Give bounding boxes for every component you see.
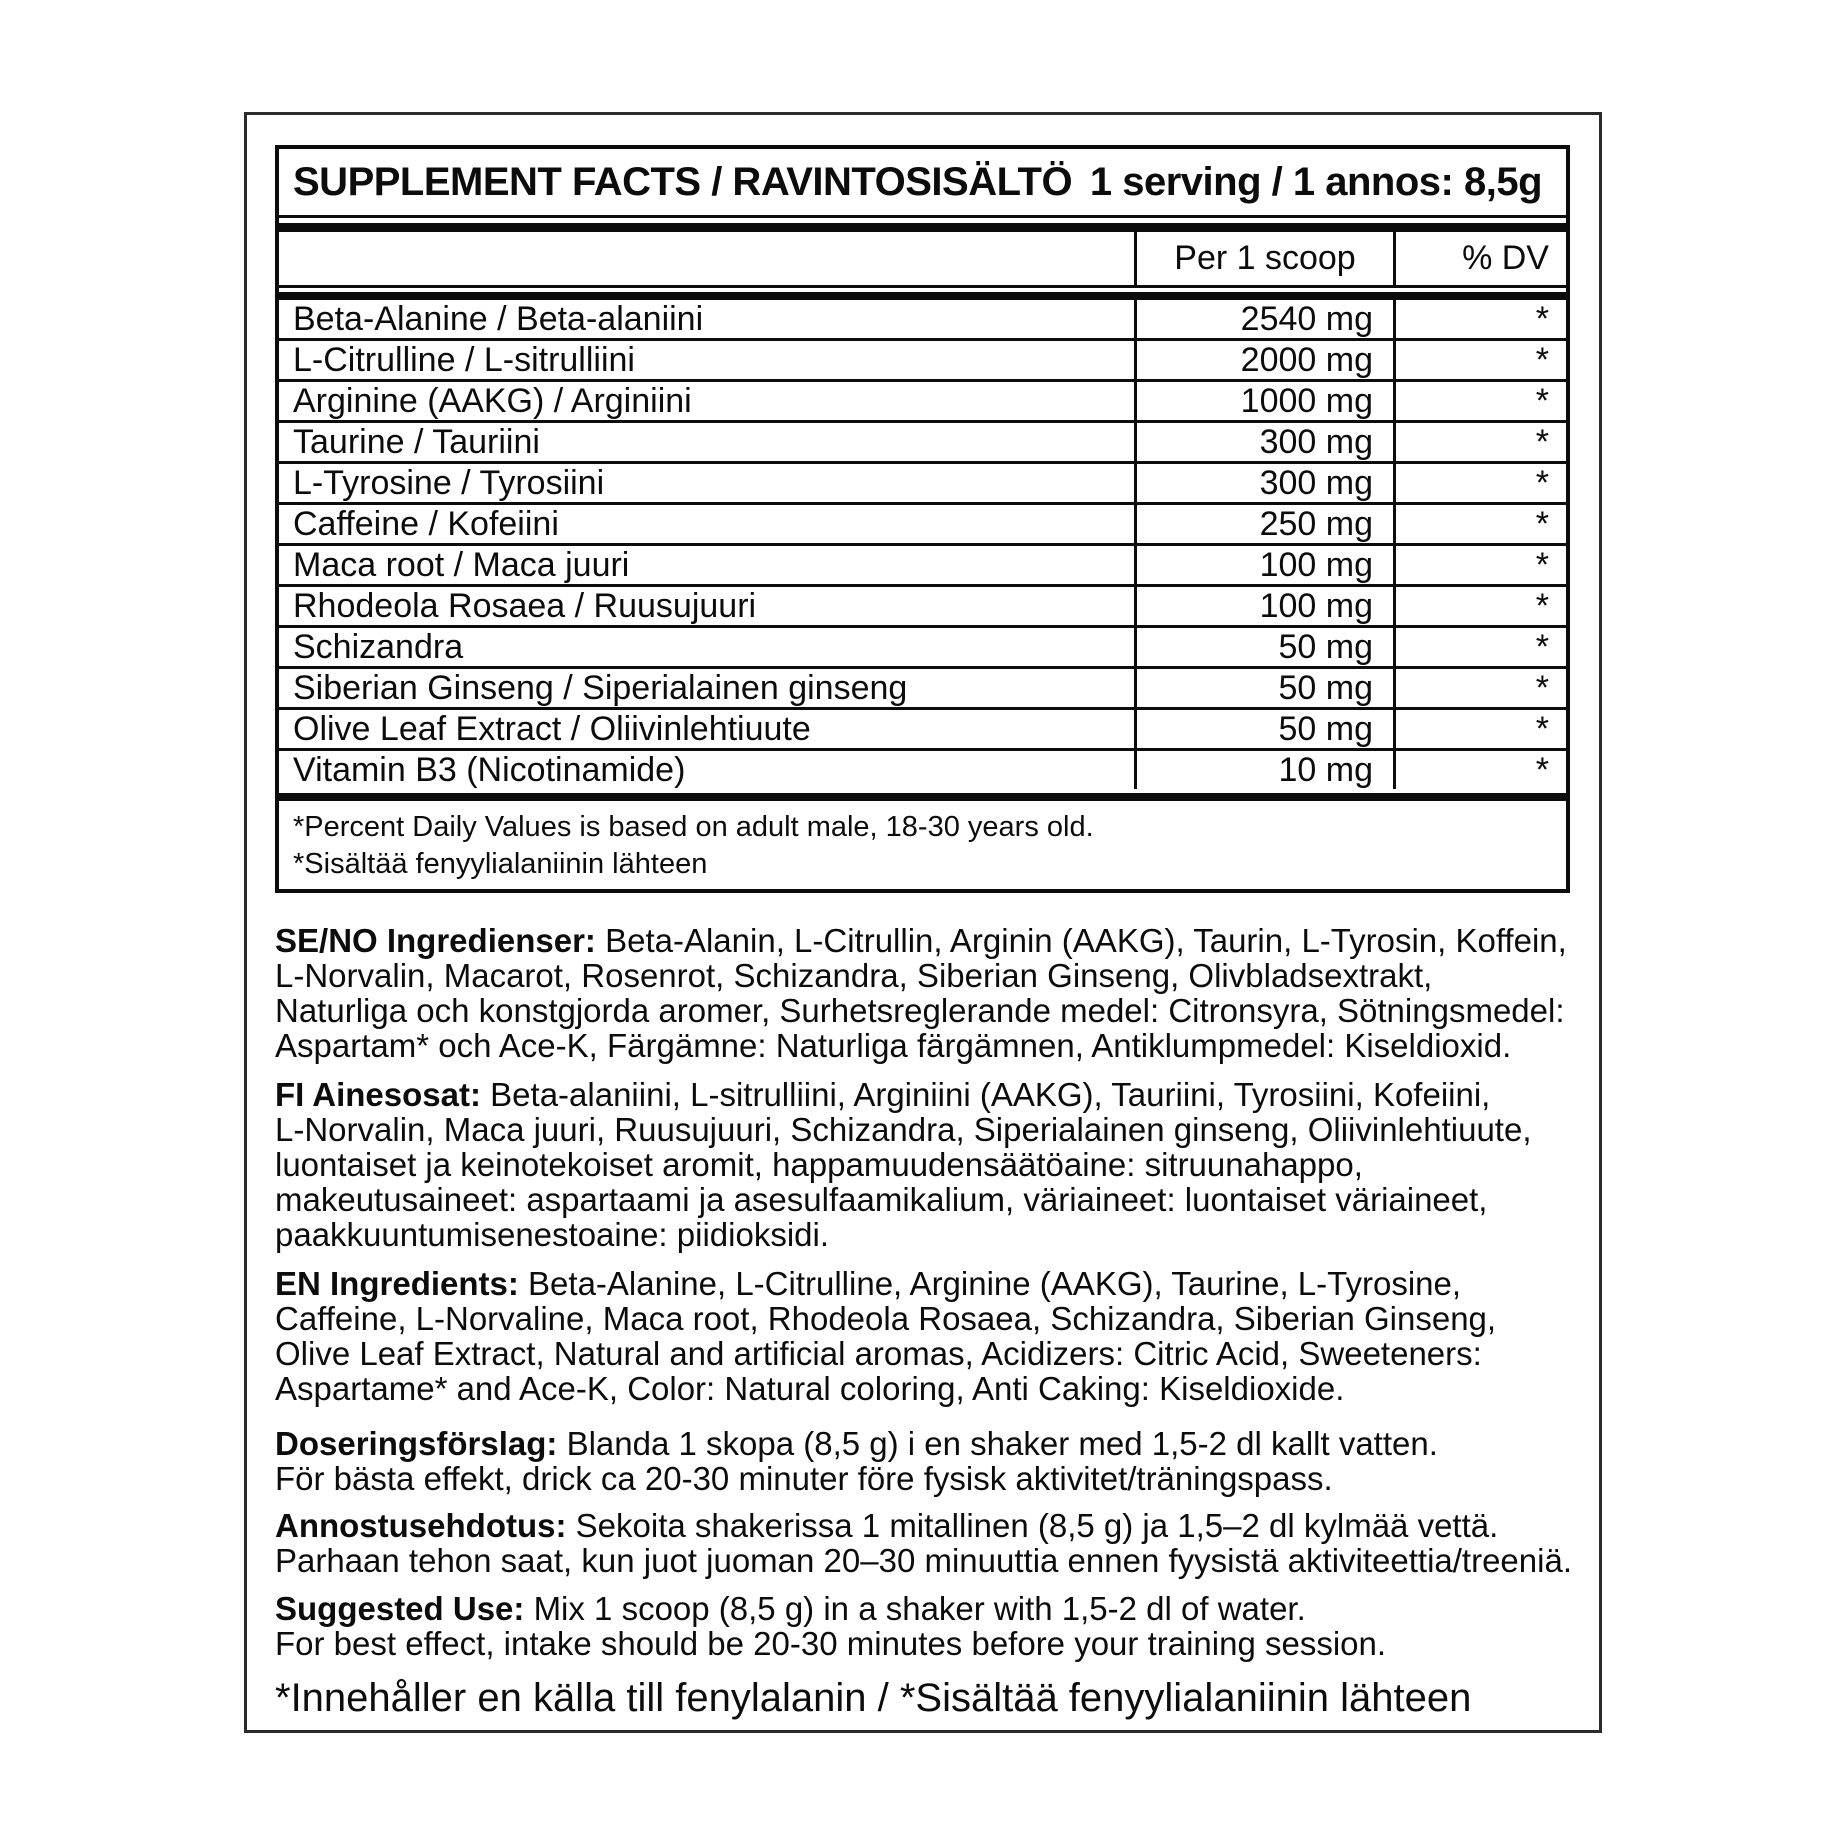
paragraph-line: Mix 1 scoop (8,5 g) in a shaker with 1,5-2 dl of water. bbox=[533, 1590, 1306, 1627]
paragraph-line: makeutusaineet: aspartaami ja asesulfaamikalium, väriaineet: luontaiset väriaineet, bbox=[275, 1181, 1488, 1218]
ingredient-name: Beta-Alanine / Beta-alaniini bbox=[293, 300, 704, 338]
dv-asterisk: * bbox=[1535, 382, 1549, 420]
thick-divider bbox=[279, 223, 1566, 232]
paragraph-line: Beta-Alanine, L-Citrulline, Arginine (AAKG), Taurine, L-Tyrosine, bbox=[528, 1265, 1462, 1302]
ingredient-row bbox=[279, 628, 1566, 669]
label-border-box bbox=[244, 112, 1602, 1733]
ingredient-amount: 1000 mg bbox=[1134, 382, 1393, 420]
ingredient-row bbox=[279, 505, 1566, 546]
dv-asterisk: * bbox=[1535, 710, 1549, 748]
ingredient-amount: 100 mg bbox=[1134, 587, 1393, 625]
ingredient-dv bbox=[1393, 710, 1566, 748]
ingredient-amount: 250 mg bbox=[1134, 505, 1393, 543]
ingredient-row bbox=[279, 669, 1566, 710]
facts-title: SUPPLEMENT FACTS / RAVINTOSISÄLTÖ bbox=[293, 159, 1073, 204]
ingredient-dv bbox=[1393, 423, 1566, 461]
ingredient-name: Arginine (AAKG) / Arginiini bbox=[293, 382, 692, 420]
ingredient-name: Taurine / Tauriini bbox=[293, 423, 540, 461]
ingredients-paragraph-en bbox=[275, 1266, 1599, 1406]
facts-header-row bbox=[279, 149, 1566, 218]
ingredient-name: Olive Leaf Extract / Oliivinlehtiuute bbox=[293, 710, 811, 748]
dosage-paragraph-se bbox=[275, 1426, 1599, 1496]
dv-asterisk: * bbox=[1535, 546, 1549, 584]
ingredient-row bbox=[279, 546, 1566, 587]
paragraph-line: Caffeine, L-Norvaline, Maca root, Rhodeola Rosaea, Schizandra, Siberian Ginseng, bbox=[275, 1300, 1497, 1337]
phenylalanine-note: *Innehåller en källa till fenylalanin / *Sisältää fenyylialaniinin lähteen bbox=[275, 1676, 1472, 1720]
dv-asterisk: * bbox=[1535, 628, 1549, 666]
paragraph-line: Beta-alaniini, L-sitrulliini, Arginiini (AAKG), Tauriini, Tyrosiini, Kofeiini, bbox=[490, 1076, 1491, 1113]
ingredient-dv bbox=[1393, 464, 1566, 502]
ingredient-amount: 100 mg bbox=[1134, 546, 1393, 584]
ingredient-dv bbox=[1393, 505, 1566, 543]
ingredient-amount: 10 mg bbox=[1134, 751, 1393, 789]
thick-divider bbox=[279, 793, 1566, 801]
ingredient-amount: 300 mg bbox=[1134, 464, 1393, 502]
paragraph-line: L-Norvalin, Maca juuri, Ruusujuuri, Schizandra, Siperialainen ginseng, Oliivinlehtiuute, bbox=[275, 1111, 1532, 1148]
paragraph-label: SE/NO Ingredienser: bbox=[275, 922, 596, 959]
paragraph-line: L-Norvalin, Macarot, Rosenrot, Schizandra, Siberian Ginseng, Olivbladsextrakt, bbox=[275, 957, 1433, 994]
ingredient-row bbox=[279, 382, 1566, 423]
ingredient-amount: 50 mg bbox=[1134, 710, 1393, 748]
paragraph-label: EN Ingredients: bbox=[275, 1265, 519, 1302]
paragraph-line: Sekoita shakerissa 1 mitallinen (8,5 g) ja 1,5–2 dl kylmää vettä. bbox=[575, 1507, 1499, 1544]
ingredient-dv bbox=[1393, 751, 1566, 789]
paragraph-line: Beta-Alanin, L-Citrullin, Arginin (AAKG), Taurin, L-Tyrosin, Koffein, bbox=[605, 922, 1567, 959]
paragraph-line: Parhaan tehon saat, kun juot juoman 20–30 minuuttia ennen fyysistä aktiviteettia/treeniä. bbox=[275, 1542, 1572, 1579]
footnote-daily-values: *Percent Daily Values is based on adult male, 18-30 years old. bbox=[293, 811, 1094, 843]
dv-asterisk: * bbox=[1535, 751, 1549, 789]
paragraph-line: Aspartame* and Ace-K, Color: Natural coloring, Anti Caking: Kiseldioxide. bbox=[275, 1370, 1345, 1407]
ingredient-name: Schizandra bbox=[293, 628, 464, 666]
column-header-empty bbox=[279, 232, 1134, 285]
ingredient-dv bbox=[1393, 300, 1566, 338]
paragraph-line: Blanda 1 skopa (8,5 g) i en shaker med 1,5-2 dl kallt vatten. bbox=[566, 1425, 1438, 1462]
ingredient-dv bbox=[1393, 669, 1566, 707]
ingredient-row bbox=[279, 464, 1566, 505]
ingredients-paragraph-se-no bbox=[275, 923, 1599, 1063]
ingredient-dv bbox=[1393, 587, 1566, 625]
dv-asterisk: * bbox=[1535, 464, 1549, 502]
paragraph-line: paakkuuntumisenestoaine: piidioksidi. bbox=[275, 1216, 830, 1253]
paragraph-line: luontaiset ja keinotekoiset aromit, happamuudensäätöaine: sitruunahappo, bbox=[275, 1146, 1363, 1183]
paragraph-label: Suggested Use: bbox=[275, 1590, 525, 1627]
ingredient-dv bbox=[1393, 382, 1566, 420]
column-header-row bbox=[279, 232, 1566, 288]
ingredient-name: Rhodeola Rosaea / Ruusujuuri bbox=[293, 587, 757, 625]
serving-size: 1 serving / 1 annos: 8,5g bbox=[1089, 159, 1542, 204]
ingredient-name: L-Citrulline / L-sitrulliini bbox=[293, 341, 635, 379]
column-header-dv: % DV bbox=[1393, 232, 1566, 285]
ingredient-name: L-Tyrosine / Tyrosiini bbox=[293, 464, 605, 502]
dv-asterisk: * bbox=[1535, 587, 1549, 625]
paragraph-line: For best effect, intake should be 20-30 minutes before your training session. bbox=[275, 1625, 1387, 1662]
dv-asterisk: * bbox=[1535, 341, 1549, 379]
label-content bbox=[275, 145, 1599, 1721]
ingredient-dv bbox=[1393, 628, 1566, 666]
paragraph-label: FI Ainesosat: bbox=[275, 1076, 481, 1113]
ingredient-name: Maca root / Maca juuri bbox=[293, 546, 630, 584]
ingredient-row bbox=[279, 751, 1566, 789]
ingredients-paragraph-fi bbox=[275, 1077, 1599, 1252]
paragraph-line: Aspartam* och Ace-K, Färgämne: Naturliga färgämnen, Antiklumpmedel: Kiseldioxid. bbox=[275, 1027, 1512, 1064]
ingredient-row bbox=[279, 710, 1566, 751]
dv-asterisk: * bbox=[1535, 669, 1549, 707]
dosage-paragraph-fi bbox=[275, 1508, 1599, 1578]
dv-asterisk: * bbox=[1535, 423, 1549, 461]
paragraph-label: Annostusehdotus: bbox=[275, 1507, 567, 1544]
ingredient-amount: 300 mg bbox=[1134, 423, 1393, 461]
ingredient-name: Siberian Ginseng / Siperialainen ginseng bbox=[293, 669, 908, 707]
ingredient-row bbox=[279, 341, 1566, 382]
ingredient-amount: 50 mg bbox=[1134, 628, 1393, 666]
ingredient-dv bbox=[1393, 341, 1566, 379]
paragraph-line: För bästa effekt, drick ca 20-30 minuter före fysisk aktivitet/träningspass. bbox=[275, 1460, 1333, 1497]
ingredient-dv bbox=[1393, 546, 1566, 584]
paragraph-label: Doseringsförslag: bbox=[275, 1425, 558, 1462]
ingredient-name: Caffeine / Kofeiini bbox=[293, 505, 559, 543]
ingredient-amount: 2000 mg bbox=[1134, 341, 1393, 379]
column-header-amount: Per 1 scoop bbox=[1134, 232, 1393, 285]
ingredients-and-usage-text bbox=[275, 923, 1599, 1721]
dv-asterisk: * bbox=[1535, 505, 1549, 543]
paragraph-line: Olive Leaf Extract, Natural and artificial aromas, Acidizers: Citric Acid, Sweeteners: bbox=[275, 1335, 1482, 1372]
ingredient-row bbox=[279, 300, 1566, 341]
ingredient-row bbox=[279, 423, 1566, 464]
footnote-phenylalanine-fi: *Sisältää fenyylialaniinin lähteen bbox=[293, 848, 708, 880]
dosage-paragraph-en bbox=[275, 1591, 1599, 1661]
ingredient-amount: 2540 mg bbox=[1134, 300, 1393, 338]
dv-asterisk: * bbox=[1535, 300, 1549, 338]
ingredient-name: Vitamin B3 (Nicotinamide) bbox=[293, 751, 686, 789]
paragraph-line: Naturliga och konstgjorda aromer, Surhetsreglerande medel: Citronsyra, Sötningsmedel: bbox=[275, 992, 1565, 1029]
supplement-facts-table bbox=[275, 145, 1570, 893]
ingredient-row bbox=[279, 587, 1566, 628]
table-footnotes bbox=[279, 801, 1566, 889]
ingredient-amount: 50 mg bbox=[1134, 669, 1393, 707]
